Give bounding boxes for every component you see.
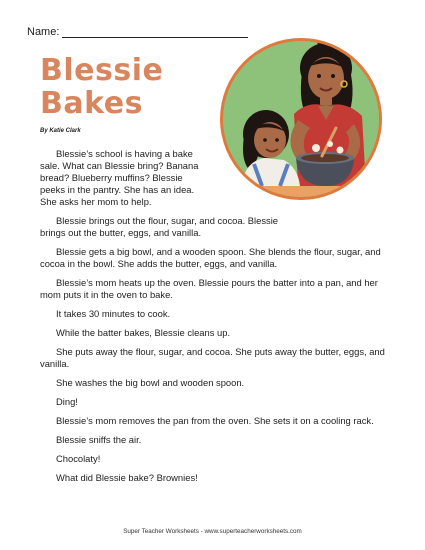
story-paragraph-2: Blessie brings out the flour, sugar, and cocoa. Blessie brings out the butter, eggs, and vanilla. — [40, 215, 279, 238]
name-label: Name: — [27, 26, 60, 38]
story-paragraph-10: Blessie’s mom removes the pan from the oven. She sets it on a cooling rack. — [56, 415, 374, 426]
story-title — [40, 54, 163, 120]
story-paragraph-1: Blessie’s school is having a bake sale. What can Blessie bring? Banana bread? Blueberry muffins? Blessie peeks in the pantry. She has an idea. She asks her mom to help. — [40, 148, 199, 207]
story-paragraph-13: What did Blessie bake? Brownies! — [56, 472, 198, 483]
story-body — [40, 148, 385, 491]
story-paragraph-6: While the batter bakes, Blessie cleans up. — [56, 327, 231, 338]
story-paragraph-9: Ding! — [56, 396, 78, 407]
name-field-row — [27, 26, 248, 38]
story-paragraph-7: She puts away the flour, sugar, and cocoa. She puts away the butter, eggs, and vanilla. — [40, 346, 385, 369]
story-title-line-1: Blessie — [40, 53, 164, 88]
story-title-line-2: Bakes — [40, 86, 143, 121]
story-paragraph-11: Blessie sniffs the air. — [56, 434, 142, 445]
story-paragraph-8: She washes the big bowl and wooden spoon. — [56, 377, 245, 388]
story-paragraph-3: Blessie gets a big bowl, and a wooden spoon. She blends the flour, sugar, and cocoa in the bowl. She adds the butter, eggs, and vanilla. — [40, 246, 381, 269]
page-footer: Super Teacher Worksheets - www.superteacherworksheets.com — [123, 528, 302, 535]
author-byline: By Katie Clark — [40, 128, 81, 134]
story-paragraph-4: Blessie’s mom heats up the oven. Blessie pours the batter into a pan, and her mom puts it in the oven to bake. — [40, 277, 378, 300]
story-paragraph-12: Chocolaty! — [56, 453, 101, 464]
story-paragraph-5: It takes 30 minutes to cook. — [56, 308, 171, 319]
